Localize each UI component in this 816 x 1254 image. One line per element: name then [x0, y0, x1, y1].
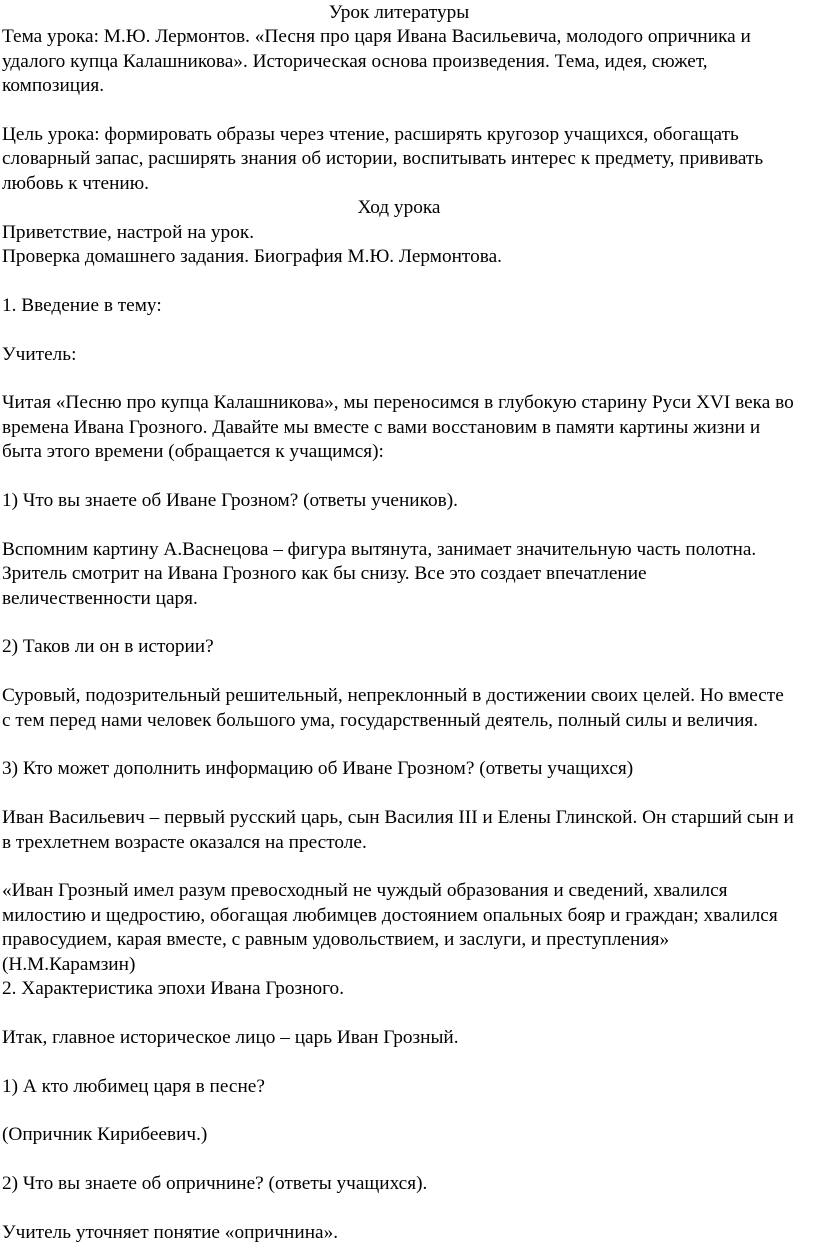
lesson-goal: Цель урока: формировать образы через чтение, расширять кругозор учащихся, обогащать словарный запас, расширять знания об истории, воспитывать интерес к предмету, прививать любовь к чтению.: [2, 124, 764, 194]
spacer: [2, 367, 796, 391]
spacer: [2, 611, 796, 635]
answer-4: (Опричник Кирибеевич.): [2, 1124, 208, 1146]
greeting-line: Приветствие, настрой на урок.: [2, 221, 255, 243]
intro-paragraph: Читая «Песню про купца Калашникова», мы переносимся в глубокую старину Руси XVI века во времена Ивана Грозного. Давайте мы вместе с вами восстановим в памяти картины жизни и быта этого времени (обращается к учащимся):: [2, 392, 794, 463]
spacer: [2, 1148, 796, 1172]
spacer: [2, 318, 796, 342]
spacer: [2, 1050, 796, 1074]
question-2: 2) Таков ли он в истории?: [2, 636, 214, 658]
homework-check-line: Проверка домашнего задания. Биография М.Ю. Лермонтова.: [2, 246, 502, 268]
document-title: Урок литературы: [328, 2, 470, 23]
spacer: [2, 99, 796, 123]
spacer: [2, 855, 796, 879]
spacer: [2, 1001, 796, 1025]
spacer: [2, 660, 796, 684]
spacer: [2, 513, 796, 537]
question-5: 2) Что вы знаете об опричнине? (ответы учащихся).: [2, 1173, 428, 1195]
spacer: [2, 269, 796, 293]
answer-3: Иван Васильевич – первый русский царь, сын Василия III и Елены Глинской. Он старший сын и в трехлетнем возрасте оказался на престоле.: [2, 807, 794, 853]
spacer: [2, 465, 796, 489]
spacer: [2, 782, 796, 806]
spacer: [2, 733, 796, 757]
spacer: [2, 1197, 796, 1221]
teacher-clarifies-line: Учитель уточняет понятие «опричнина».: [2, 1222, 339, 1244]
teacher-label: Учитель:: [2, 343, 77, 365]
question-1: 1) Что вы знаете об Иване Грозном? (ответы учеников).: [2, 490, 458, 512]
lesson-topic: Тема урока: М.Ю. Лермонтов. «Песня про царя Ивана Васильевича, молодого опричника и удалого купца Калашникова». Историческая основа произведения. Тема, идея, сюжет, композиция.: [2, 26, 751, 97]
section-2-title: 2. Характеристика эпохи Ивана Грозного.: [2, 978, 345, 1000]
karamzin-quote: «Иван Грозный имел разум превосходный не чуждый образования и сведений, хвалился милостию и щедростию, обогащая любимцев достоянием опальных бояр и граждан; хвалился правосудием, карая вместе, с равным удовольствием, и заслуги, и преступления» (Н.М.Карамзин): [2, 880, 778, 975]
spacer: [2, 1099, 796, 1123]
answer-2: Суровый, подозрительный решительный, непреклонный в достижении своих целей. Но вместе с тем перед нами человек большого ума, государственный деятель, полный силы и величия.: [2, 685, 784, 731]
question-3: 3) Кто может дополнить информацию об Иване Грозном? (ответы учащихся): [2, 758, 634, 780]
question-4: 1) А кто любимец царя в песне?: [2, 1075, 265, 1097]
section-1-title: 1. Введение в тему:: [2, 294, 162, 316]
main-figure-line: Итак, главное историческое лицо – царь Иван Грозный.: [2, 1026, 459, 1048]
progress-heading: Ход урока: [357, 197, 441, 219]
answer-1: Вспомним картину А.Васнецова – фигура вытянута, занимает значительную часть полотна. Зритель смотрит на Ивана Грозного как бы снизу. Все это создает впечатление величественности царя.: [2, 538, 757, 609]
